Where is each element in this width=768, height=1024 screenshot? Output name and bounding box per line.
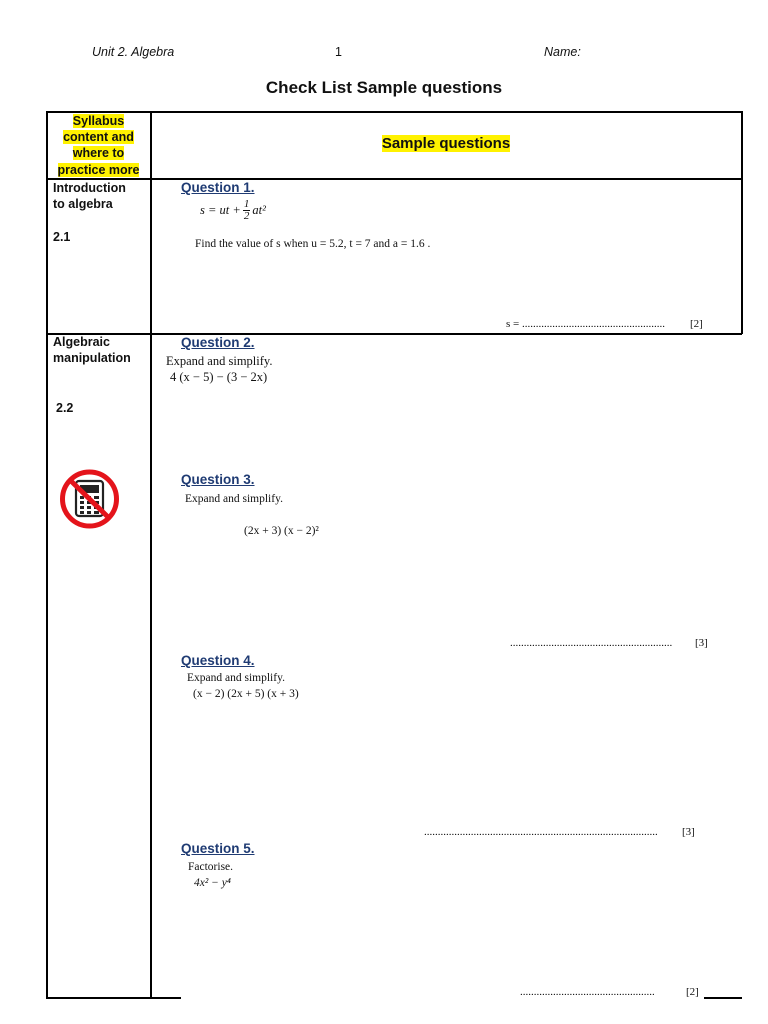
syllabus-column-header: Syllabus content and where to practice more [57,114,140,177]
question-3-title: Question 3. [181,472,255,487]
question-1-answer-line: s = .................................................... [506,318,665,330]
question-5-marks: [2] [686,986,699,998]
question-5-title: Question 5. [181,841,255,856]
question-5-expression: 4x² − y⁴ [194,877,231,889]
question-5-answer-line: ................................................. [520,986,655,998]
syllabus-ref-2-2: 2.2 [56,401,74,415]
question-1-marks: [2] [690,318,703,330]
syllabus-ref-2-1: 2.1 [53,230,71,244]
question-4-title: Question 4. [181,653,255,668]
question-3-marks: [3] [695,637,708,649]
question-3-expression: (2x + 3) (x − 2)² [244,525,319,537]
question-5-instruction: Factorise. [188,861,234,873]
no-calculator-icon [58,468,122,530]
question-1-text: Find the value of s when u = 5.2, t = 7 and a = 1.6 . [195,238,431,250]
topic-algebraic-manipulation: Algebraic manipulation [53,335,131,365]
question-2-expression: 4 (x − 5) − (3 − 2x) [170,370,268,384]
page-title: Check List Sample questions [265,78,503,97]
sample-questions-header: Sample questions [381,135,511,152]
question-2-title: Question 2. [181,335,255,350]
topic-introduction-to-algebra: Introduction to algebra [53,181,126,211]
question-4-marks: [3] [682,826,695,838]
question-3-instruction: Expand and simplify. [185,493,283,505]
question-2-instruction: Expand and simplify. [166,354,273,368]
page-number: 1 [335,45,342,59]
unit-label: Unit 2. Algebra [92,45,175,59]
question-3-answer-line: ........................................................... [510,637,673,649]
question-1-formula: s = ut + $\frac{1}{2}$ at² [200,198,266,222]
question-4-answer-line: ..................................................................................... [424,826,658,838]
question-1-title: Question 1. [181,180,255,195]
name-label: Name: [544,45,581,59]
question-4-instruction: Expand and simplify. [187,672,285,684]
question-4-expression: (x − 2) (2x + 5) (x + 3) [193,688,299,700]
